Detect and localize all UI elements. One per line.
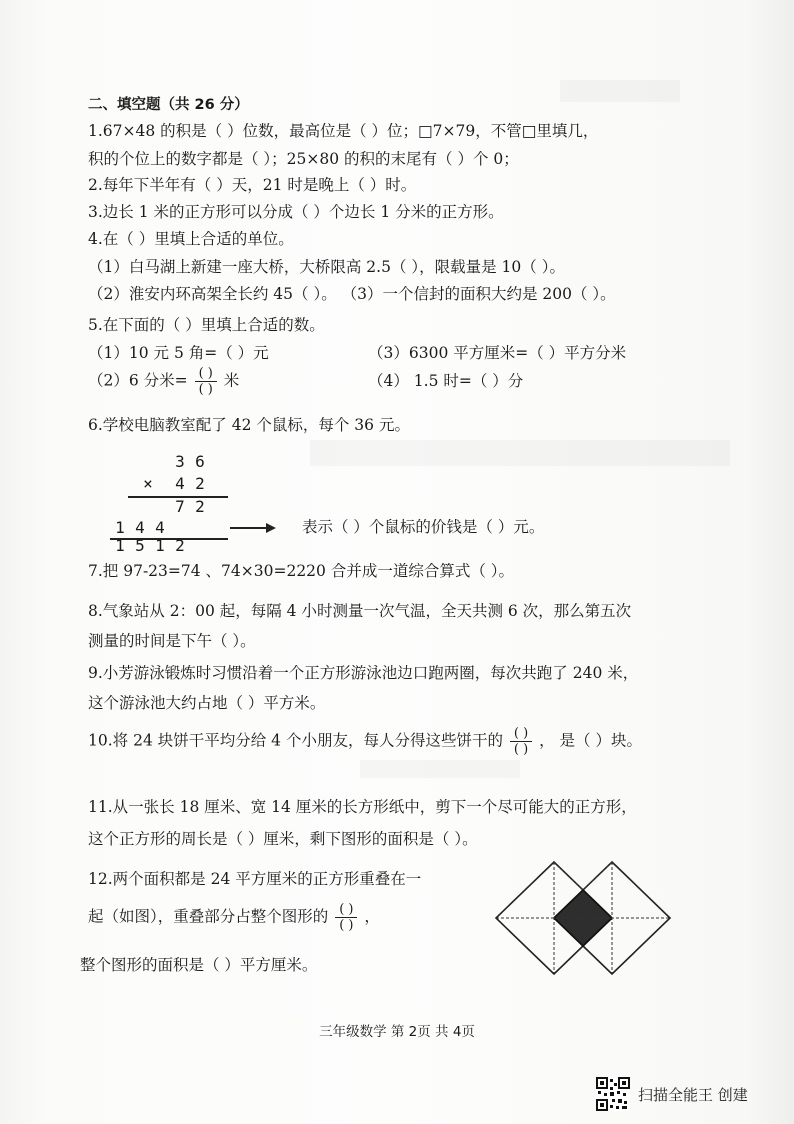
fraction-denominator: ( ) bbox=[198, 382, 213, 397]
question-2: 2.每年下半年有（ ）天，21 时是晚上（ ）时。 bbox=[88, 176, 417, 194]
question-11-line-1: 11.从一张长 18 厘米、宽 14 厘米的长方形纸中，剪下一个尽可能大的正方形， bbox=[88, 798, 637, 816]
arrow-right-icon bbox=[230, 522, 276, 534]
question-7: 7.把 97-23=74 、74×30=2220 合并成一道综合算式（ ）。 bbox=[88, 562, 515, 580]
qr-code-icon bbox=[596, 1077, 630, 1111]
question-4-part-2: （2）淮安内环高架全长约 45（ ）。 （3）一个信封的面积大约是 200（ ）。 bbox=[88, 285, 616, 303]
digit: 1 bbox=[155, 536, 165, 555]
q10-prefix: 10.将 24 块饼干平均分给 4 个小朋友，每人分得这些饼干的 bbox=[88, 731, 503, 750]
question-5-part-1: （1）10 元 5 角=（ ）元 bbox=[88, 344, 269, 362]
question-4-part-1: （1）白马湖上新建一座大桥，大桥限高 2.5（ ），限载量是 10（ ）。 bbox=[88, 258, 565, 276]
q5-2-suffix: 米 bbox=[223, 371, 240, 390]
fraction-denominator: ( ) bbox=[513, 742, 529, 757]
digit: 4 bbox=[155, 518, 165, 537]
mult-row-multiplicand bbox=[110, 452, 230, 472]
digit: 4 bbox=[135, 518, 145, 537]
question-5-part-2 bbox=[88, 366, 239, 397]
vertical-multiplication bbox=[110, 452, 230, 556]
question-12-line-1: 12.两个面积都是 24 平方厘米的正方形重叠在一 bbox=[88, 870, 422, 888]
digit: 2 bbox=[195, 497, 205, 516]
question-9-line-2: 这个游泳池大约占地（ ）平方米。 bbox=[88, 694, 326, 712]
question-5-part-4: （4） 1.5 时=（ ）分 bbox=[368, 372, 524, 390]
question-4-title: 4.在（ ）里填上合适的单位。 bbox=[88, 230, 294, 248]
mult-row-partial-1 bbox=[110, 497, 230, 517]
fraction-denominator: ( ) bbox=[339, 918, 354, 933]
digit: 7 bbox=[175, 497, 185, 516]
question-5-part-3: （3）6300 平方厘米=（ ）平方分米 bbox=[368, 344, 627, 362]
q10-fraction-blank[interactable] bbox=[510, 726, 532, 757]
mult-row-product bbox=[110, 536, 230, 556]
q12-suffix: ， bbox=[364, 907, 380, 926]
page-footer: 三年级数学 第 2页 共 4页 bbox=[319, 1024, 475, 1040]
question-5-title: 5.在下面的（ ）里填上合适的数。 bbox=[88, 316, 325, 334]
digit: 1 bbox=[115, 536, 125, 555]
question-3: 3.边长 1 米的正方形可以分成（ ）个边长 1 分米的正方形。 bbox=[88, 203, 504, 221]
fraction-numerator: ( ) bbox=[510, 726, 532, 742]
question-10 bbox=[88, 726, 642, 757]
digit: 6 bbox=[195, 452, 205, 471]
digit: 2 bbox=[195, 474, 205, 493]
times-sign: × bbox=[143, 474, 153, 493]
question-6-title: 6.学校电脑教室配了 42 个鼠标，每个 36 元。 bbox=[88, 416, 410, 434]
overlapping-squares-figure bbox=[494, 860, 674, 980]
q5-2-prefix: （2）6 分米= bbox=[88, 371, 188, 390]
question-1-line-2: 积的个位上的数字都是（ ）；25×80 的积的末尾有（ ）个 0； bbox=[88, 150, 519, 168]
digit: 2 bbox=[175, 536, 185, 555]
question-12-line-3: 整个图形的面积是（ ）平方厘米。 bbox=[80, 956, 318, 974]
digit: 4 bbox=[175, 474, 185, 493]
digit: 5 bbox=[135, 536, 145, 555]
section-title: 二、填空题（共 26 分） bbox=[88, 97, 249, 113]
digit: 1 bbox=[115, 518, 125, 537]
bleed-through-mark bbox=[560, 80, 680, 102]
question-12-line-2 bbox=[88, 902, 380, 933]
fraction-numerator: ( ) bbox=[335, 902, 357, 918]
question-8-line-1: 8.气象站从 2：00 起，每隔 4 小时测量一次气温，全天共测 6 次，那么第五次 bbox=[88, 602, 632, 620]
fraction-numerator: ( ) bbox=[195, 366, 217, 382]
mult-row-partial-2 bbox=[110, 518, 230, 538]
question-1-line-1: 1.67×48 的积是（ ）位数，最高位是（ ）位；□7×79，不管□里填几， bbox=[88, 122, 599, 140]
digit: 3 bbox=[175, 452, 185, 471]
question-9-line-1: 9.小芳游泳锻炼时习惯沿着一个正方形游泳池边口跑两圈，每次共跑了 240 米， bbox=[88, 664, 639, 682]
q12-fraction-blank[interactable] bbox=[335, 902, 357, 933]
scanner-watermark bbox=[596, 1076, 748, 1112]
q10-suffix: ， 是（ ）块。 bbox=[539, 731, 642, 750]
q5-2-fraction-blank[interactable] bbox=[195, 366, 217, 397]
q12-prefix: 起（如图），重叠部分占整个图形的 bbox=[88, 907, 329, 926]
bleed-through-mark bbox=[360, 760, 520, 778]
question-8-line-2: 测量的时间是下午（ ）。 bbox=[88, 632, 256, 650]
question-11-line-2: 这个正方形的周长是（ ）厘米，剩下图形的面积是（ ）。 bbox=[88, 830, 478, 848]
scanner-label: 扫描全能王 创建 bbox=[638, 1085, 748, 1104]
mult-row-multiplier bbox=[110, 474, 230, 494]
question-6-explanation: 表示（ ）个鼠标的价钱是（ ）元。 bbox=[302, 518, 545, 536]
bleed-through-mark bbox=[310, 440, 730, 466]
